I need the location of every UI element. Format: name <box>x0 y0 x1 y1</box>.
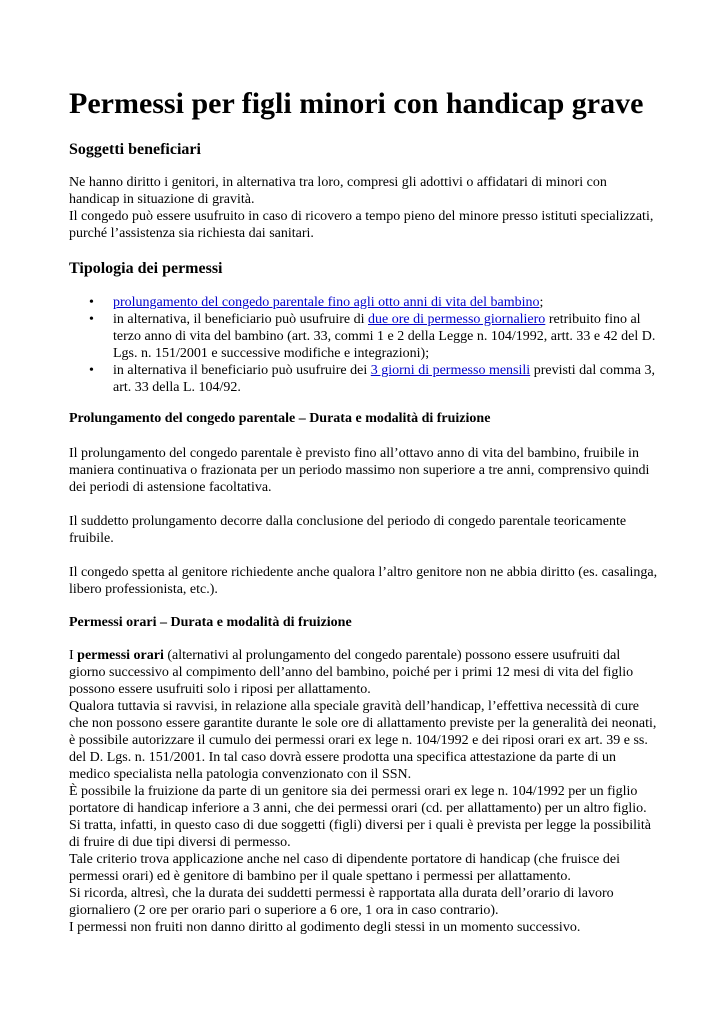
list-item <box>69 294 659 311</box>
list-item-post: retribuito fino al terzo anno di vita del bambino (art. 33, commi 1 e 2 della Legge n. 104/1992, artt. 33 e 42 del D. Lgs. n. 151/2001 e successive modifiche e integrazioni); <box>113 312 656 361</box>
list-item-post: previsti dal comma 3, art. 33 della L. 104/92. <box>113 363 655 395</box>
section-prolungamento <box>69 410 659 427</box>
permessi-orari-paragraph-2: Qualora tuttavia si ravvisi, in relazione alla speciale gravità dell’handicap, l’effettiva necessità di cure che non possono essere garantite durante le sole ore di allattamento previste per la generalità dei neonati, è possibile autorizzare il cumulo dei permessi orari ex lege n. 104/1992 e dei riposi orari ex art. 39 e ss. del D. Lgs. n. 151/2001. In tal caso dovrà essere prodotta una specifica attestazione da parte di un medico specialista nella patologia convenzionato con il SSN. <box>69 699 657 782</box>
soggetti-paragraph-1: Ne hanno diritto i genitori, in alternativa tra loro, compresi gli adottivi o affidatari di minori con handicap in situazione di gravità. <box>69 175 607 207</box>
prolungamento-paragraph-2: Il suddetto prolungamento decorre dalla conclusione del periodo di congedo parentale teoricamente fruibile. <box>69 514 627 546</box>
lead-post: (alternativi al prolungamento del congedo parentale) possono essere usufruiti dal giorno successivo al compimento dell’anno del bambino, poiché per i primi 12 mesi di vita del figlio possono essere usufruiti solo i riposi per allattamento. <box>69 648 634 697</box>
soggetti-text <box>69 174 659 242</box>
lead-pre: I <box>69 648 78 663</box>
bullet-icon: • <box>89 312 94 327</box>
list-item-pre: in alternativa, il beneficiario può usufruire di <box>113 312 369 327</box>
heading-prolungamento: Prolungamento del congedo parentale – Durata e modalità di fruizione <box>69 411 491 426</box>
permessi-orari-paragraph-5: Si ricorda, altresì, che la durata dei suddetti permessi è rapportata alla durata dell’orario di lavoro giornaliero (2 ore per orario pari o superiore a 6 ore, 1 ora in caso contrario). <box>69 886 614 918</box>
bullet-icon: • <box>89 295 94 310</box>
permessi-orari-text <box>69 647 659 936</box>
list-item-pre: in alternativa il beneficiario può usufruire dei <box>113 363 371 378</box>
page-title: Permessi per figli minori con handicap grave <box>69 87 644 120</box>
tipologia-list <box>69 294 659 396</box>
prolungamento-paragraph-3: Il congedo spetta al genitore richiedente anche qualora l’altro genitore non ne abbia diritto (es. casalinga, libero professionista, etc.). <box>69 565 658 597</box>
heading-tipologia-permessi: Tipologia dei permessi <box>69 260 223 277</box>
section-permessi-orari <box>69 614 659 631</box>
list-item <box>69 311 659 362</box>
list-item <box>69 362 659 396</box>
heading-soggetti-beneficiari: Soggetti beneficiari <box>69 141 201 158</box>
prolungamento-paragraph-2-wrap <box>69 513 659 547</box>
tipologia-list-wrap <box>69 294 659 396</box>
link-due-ore-permesso[interactable]: due ore di permesso giornaliero <box>368 312 546 327</box>
prolungamento-paragraph-3-wrap <box>69 564 659 598</box>
list-item-post: ; <box>539 295 544 310</box>
section-tipologia <box>69 259 659 279</box>
permessi-orari-paragraph-3: È possibile la fruizione da parte di un genitore sia dei permessi orari ex lege n. 104/1992 per un figlio portatore di handicap inferiore a 3 anni, che dei permessi orari (cd. per allattamento) per un altro figlio. Si tratta, infatti, in questo caso di due soggetti (figli) diversi per i quali è prevista per legge la possibilità di fruire di due tipi diversi di permesso. <box>69 784 652 850</box>
bullet-icon: • <box>89 363 94 378</box>
lead-bold: permessi orari <box>77 648 164 663</box>
permessi-orari-paragraph-1 <box>69 647 659 698</box>
permessi-orari-paragraph-4: Tale criterio trova applicazione anche nel caso di dipendente portatore di handicap (che fruisce dei permessi orari) ed è genitore di bambino per il quale spettano i permessi per allattamento. <box>69 852 620 884</box>
link-tre-giorni-permesso[interactable]: 3 giorni di permesso mensili <box>370 363 531 378</box>
link-prolungamento-congedo[interactable]: prolungamento del congedo parentale fino agli otto anni di vita del bambino <box>113 295 540 310</box>
section-soggetti <box>69 140 659 160</box>
prolungamento-paragraph-1-wrap <box>69 445 659 496</box>
heading-permessi-orari: Permessi orari – Durata e modalità di fruizione <box>69 615 352 630</box>
permessi-orari-paragraph-6: I permessi non fruiti non danno diritto al godimento degli stessi in un momento successivo. <box>69 920 581 935</box>
prolungamento-paragraph-1: Il prolungamento del congedo parentale è previsto fino all’ottavo anno di vita del bambino, fruibile in maniera continuativa o frazionata per un periodo massimo non superiore a tre anni, comprensivo quindi dei periodi di astensione facoltativa. <box>69 446 650 495</box>
soggetti-paragraph-2: Il congedo può essere usufruito in caso di ricovero a tempo pieno del minore presso istituti specializzati, purché l’assistenza sia richiesta dai sanitari. <box>69 209 654 241</box>
